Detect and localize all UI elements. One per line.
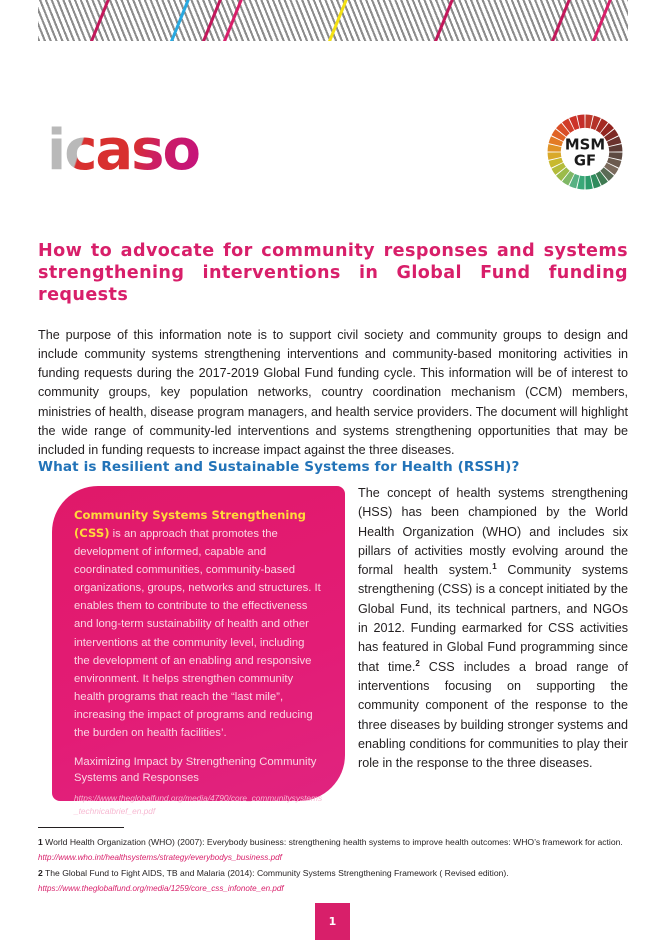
- callout-source-title: Maximizing Impact by Strengthening Community Systems and Responses: [74, 756, 317, 785]
- icaso-logo: icaso: [47, 118, 199, 183]
- section-heading-rssh: What is Resilient and Sustainable Systems for Health (RSSH)?: [38, 459, 520, 476]
- msmgf-line2: GF: [573, 152, 597, 170]
- rssh-text-part-2: Community systems strengthening (CSS) is a concept initiated by the Global Fund, its technical partners, and NGOs in 2012. Funding earmarked for CSS activities has featured in Global Fund programming since that time.: [358, 563, 628, 674]
- rssh-text-part-3: CSS includes a broad range of interventions focusing on supporting the community component of the response to the three diseases by building stronger systems and enabling conditions for communities to play their role in the response to the three diseases.: [358, 659, 628, 771]
- footnote-text: The Global Fund to Fight AIDS, TB and Malaria (2014): Community Systems Strengthening Framework ( Revised edition).: [42, 868, 509, 879]
- footnote-number: 2: [38, 868, 43, 879]
- css-definition-callout: [52, 486, 345, 817]
- callout-body: is an approach that promotes the development of informed, capable and coordinated communities, community-based organizations, groups, networks and structures. It enables them to contribute to the effectiveness and long-term sustainability of health and other interventions at the community level, including the development of an enabling and responsive environment. It helps strengthen community health programs that reach the “last mile”, increasing the impact of programs and reducing the burden on health facilities’.: [74, 528, 321, 740]
- msmgf-logo: [546, 113, 624, 191]
- logo-row: [0, 105, 665, 195]
- footnote-url[interactable]: http://www.who.int/healthsystems/strategy/everybodys_business.pdf: [38, 852, 282, 862]
- page-title: [38, 240, 628, 306]
- footnote-item: [38, 835, 628, 865]
- header-accent-stripe-8: [624, 0, 628, 41]
- page-title-line-1: How to advocate for community responses and systems: [38, 241, 628, 261]
- page-title-line-2: strengthening interventions in Global Fund funding requests: [38, 263, 628, 305]
- rssh-text-part-1: The concept of health systems strengthening (HSS) has been championed by the World Health Organization (WHO) and includes six pillars of activities mostly evolving around the formal health system.: [358, 486, 628, 578]
- rssh-body-text: [358, 484, 628, 773]
- footnote-number: 1: [38, 837, 43, 847]
- page-number-badge: 1: [315, 903, 350, 940]
- header-accent-stripe-7: [586, 0, 617, 41]
- header-accent-stripe-4: [322, 0, 353, 41]
- footnote-url[interactable]: https://www.theglobalfund.org/media/1259/core_css_infonote_en.pdf: [38, 883, 284, 893]
- header-accent-stripe-3: [217, 0, 248, 41]
- callout-source-url[interactable]: https://www.theglobalfund.org/media/4790/core_communitysystems_technicalbrief_en.pdf: [74, 793, 323, 817]
- footnote-ref-1[interactable]: 1: [492, 562, 497, 571]
- msmgf-line1: MSM: [564, 136, 606, 154]
- footnotes-list: [38, 835, 628, 897]
- header-accent-stripe-2: [196, 0, 227, 41]
- callout-heading: Community Systems Strengthening (CSS): [74, 508, 306, 540]
- footnote-divider: [38, 827, 124, 828]
- footnote-ref-2[interactable]: 2: [415, 658, 420, 668]
- intro-paragraph: The purpose of this information note is to support civil society and community groups to design and include community systems strengthening interventions and community-based monitoring activities in funding requests during the 2017-2019 Global Fund funding cycle. This information will be of interest to community groups, key population networks, country coordination mechanism (CCM) members, ministries of health, disease program managers, and health service providers. The document will highlight the wide range of community-led interventions and systems strengthening opportunities that may be included in funding requests to increase impact against the three diseases.: [38, 327, 628, 458]
- footnote-item: [38, 866, 628, 896]
- header-accent-stripe-6: [545, 0, 576, 41]
- header-accent-stripe-5: [428, 0, 459, 41]
- header-accent-stripe-0: [84, 0, 115, 41]
- header-stripe-band: [38, 0, 628, 41]
- callout-text-block: [74, 506, 323, 741]
- footnote-text: World Health Organization (WHO) (2007): Everybody business: strengthening health systems to improve health outcomes: WHO’s framework for action.: [42, 837, 623, 847]
- header-accent-stripe-1: [164, 0, 195, 41]
